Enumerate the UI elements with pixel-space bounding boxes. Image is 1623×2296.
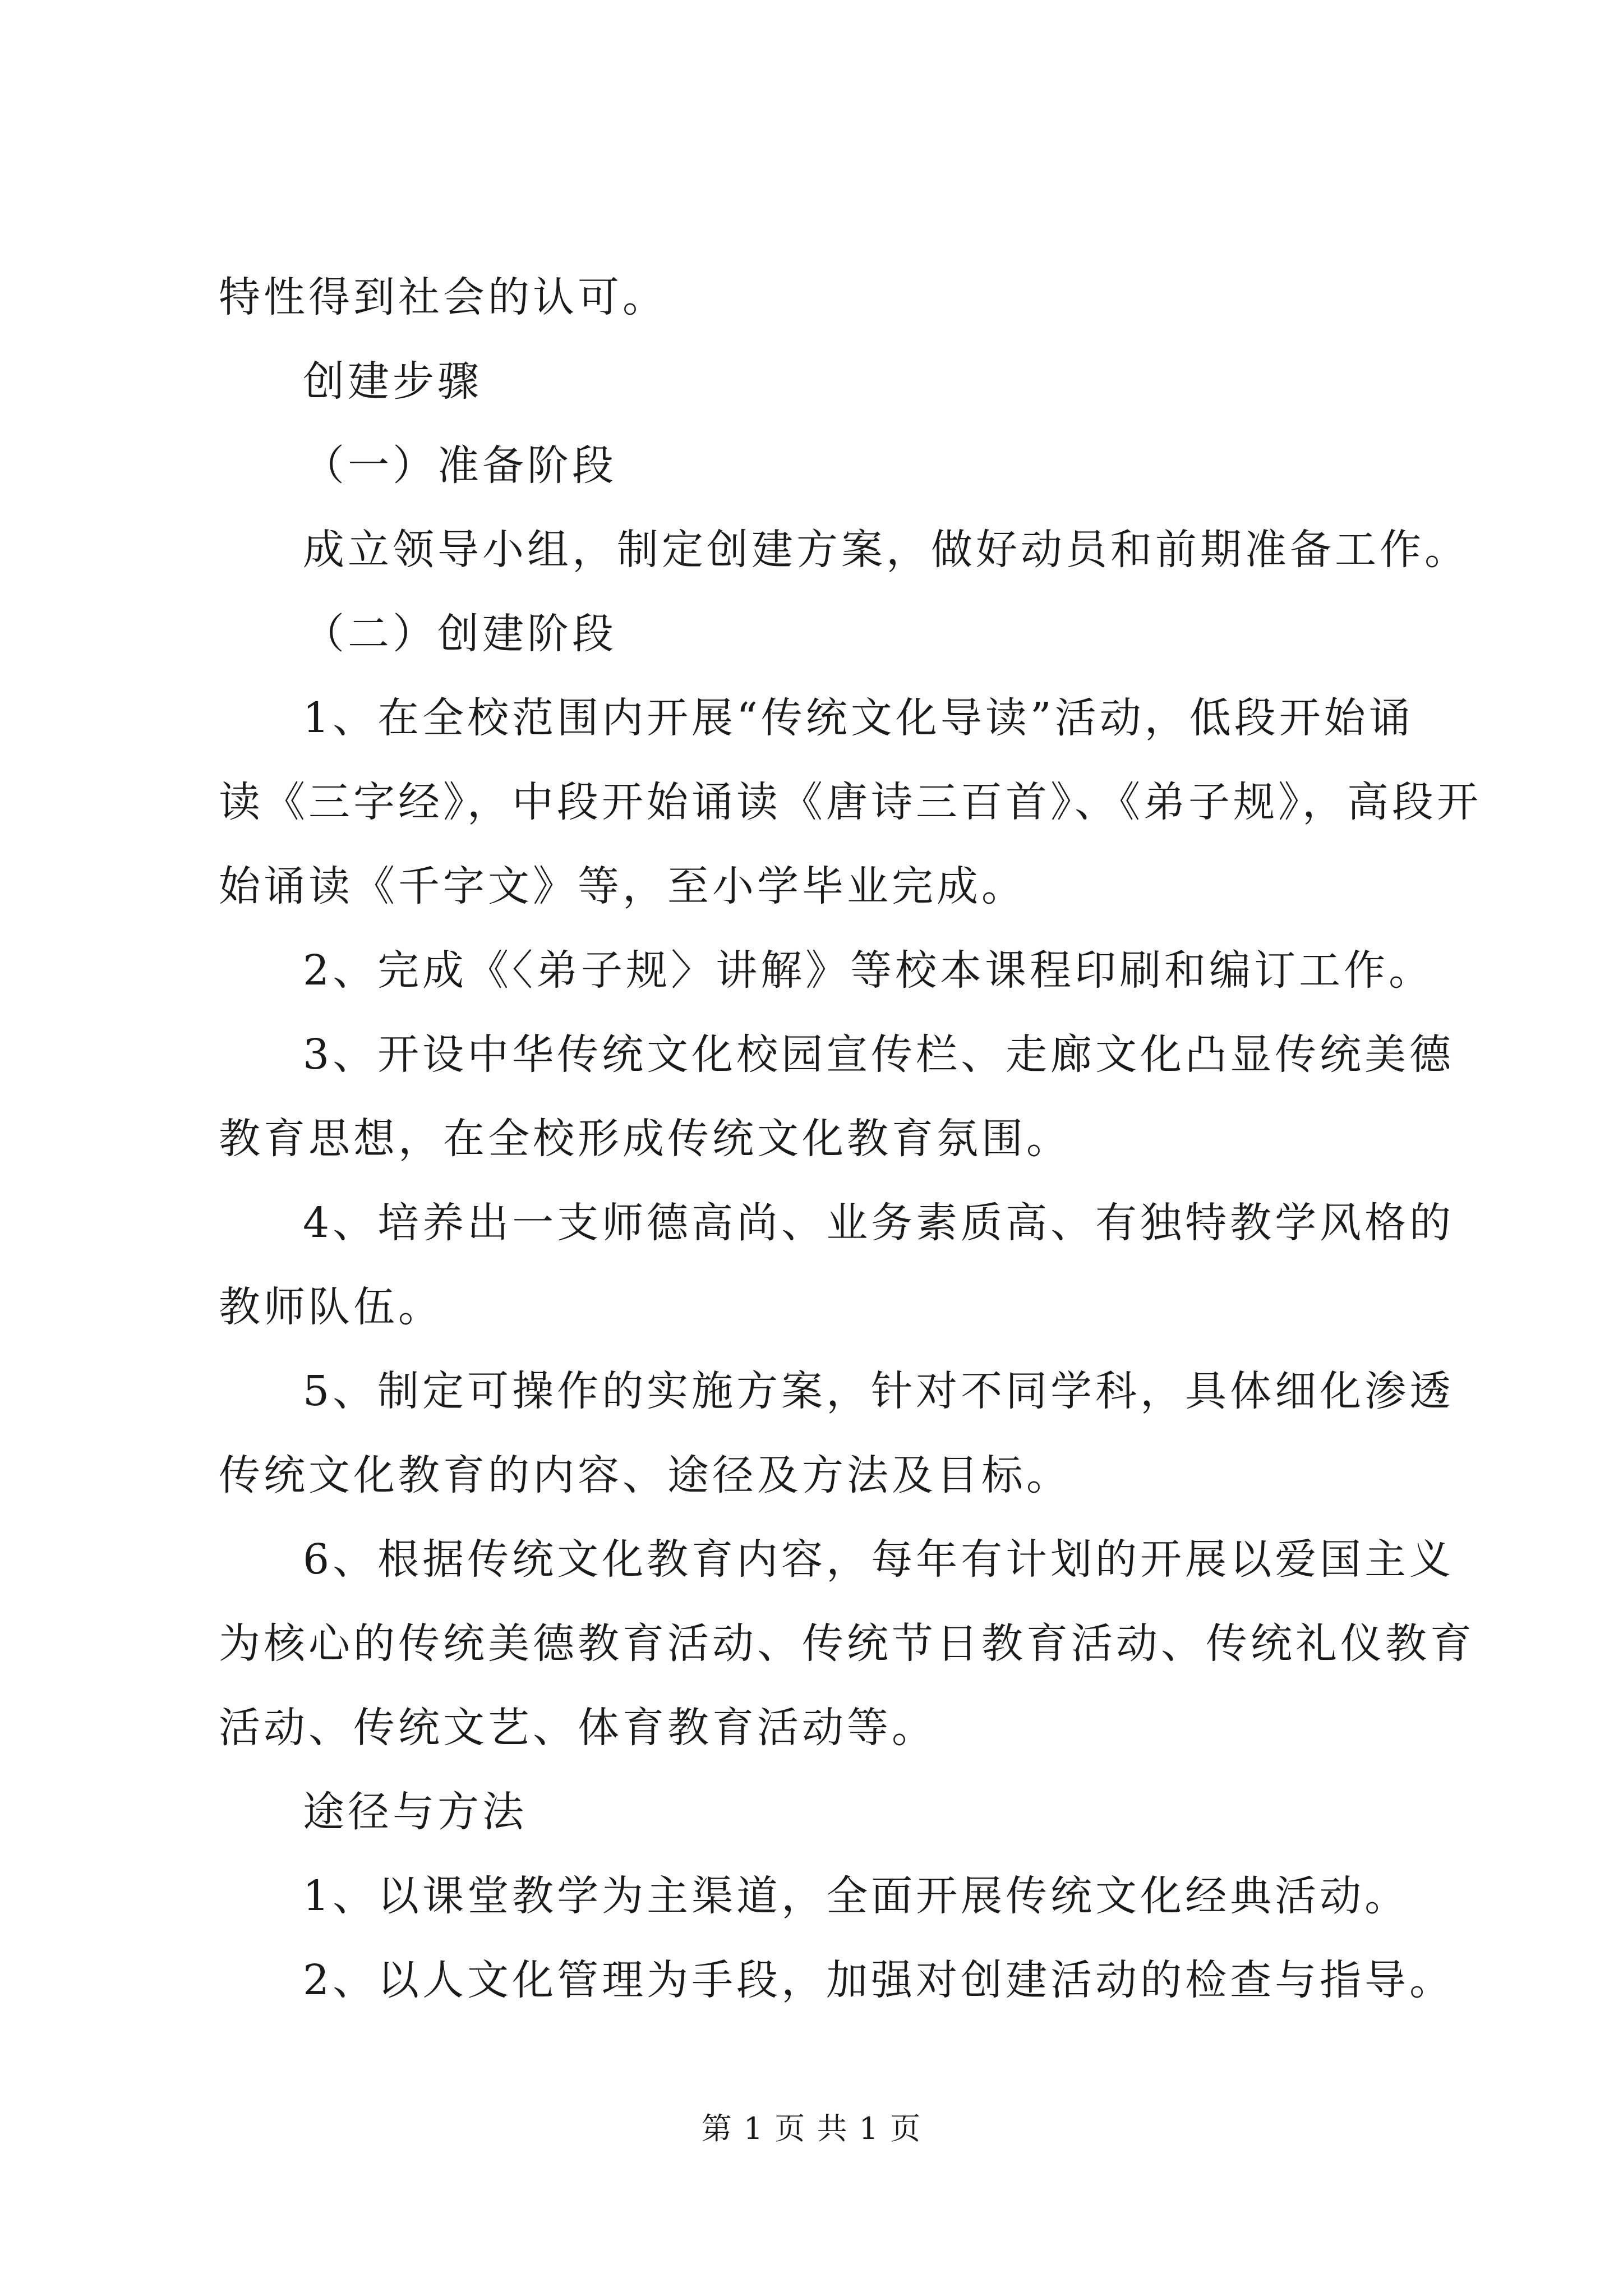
page-number-footer: 第 1 页 共 1 页 <box>701 2111 922 2146</box>
body-line: 始诵读《千字文》等，至小学毕业完成。 <box>219 862 1026 910</box>
body-line: 教师队伍。 <box>219 1283 443 1331</box>
body-line: 教育思想，在全校形成传统文化教育氛围。 <box>219 1115 1071 1163</box>
body-line: 传统文化教育的内容、途径及方法及目标。 <box>219 1451 1071 1499</box>
body-line: 活动、传统文艺、体育教育活动等。 <box>219 1704 937 1752</box>
body-line: 为核心的传统美德教育活动、传统节日教育活动、传统礼仪教育 <box>219 1619 1475 1668</box>
body-line: 读《三字经》，中段开始诵读《唐诗三百首》、《弟子规》，高段开 <box>219 778 1482 826</box>
document-body <box>219 255 1482 2022</box>
body-line: 成立领导小组，制定创建方案，做好动员和前期准备工作。 <box>303 526 1469 574</box>
method-item-1: 1、以课堂教学为主渠道，全面开展传统文化经典活动。 <box>303 1872 1410 1920</box>
list-item-1: 1、在全校范围内开展“传统文化导读”活动，低段开始诵 <box>303 694 1414 742</box>
list-item-3: 3、开设中华传统文化校园宣传栏、走廊文化凸显传统美德 <box>303 1030 1455 1079</box>
body-line: 特性得到社会的认可。 <box>219 273 667 321</box>
section-heading-methods: 途径与方法 <box>303 1788 527 1836</box>
list-item-6: 6、根据传统文化教育内容，每年有计划的开展以爱国主义 <box>303 1535 1455 1584</box>
subsection-heading-preparation: （一）准备阶段 <box>303 441 617 490</box>
list-item-5: 5、制定可操作的实施方案，针对不同学科，具体细化渗透 <box>303 1367 1455 1415</box>
method-item-2: 2、以人文化管理为手段，加强对创建活动的检查与指导。 <box>303 1956 1455 2004</box>
subsection-heading-creation: （二）创建阶段 <box>303 610 617 658</box>
list-item-4: 4、培养出一支师德高尚、业务素质高、有独特教学风格的 <box>303 1199 1455 1247</box>
section-heading-steps: 创建步骤 <box>303 357 482 406</box>
list-item-2: 2、完成《〈弟子规〉讲解》等校本课程印刷和编订工作。 <box>303 946 1434 995</box>
